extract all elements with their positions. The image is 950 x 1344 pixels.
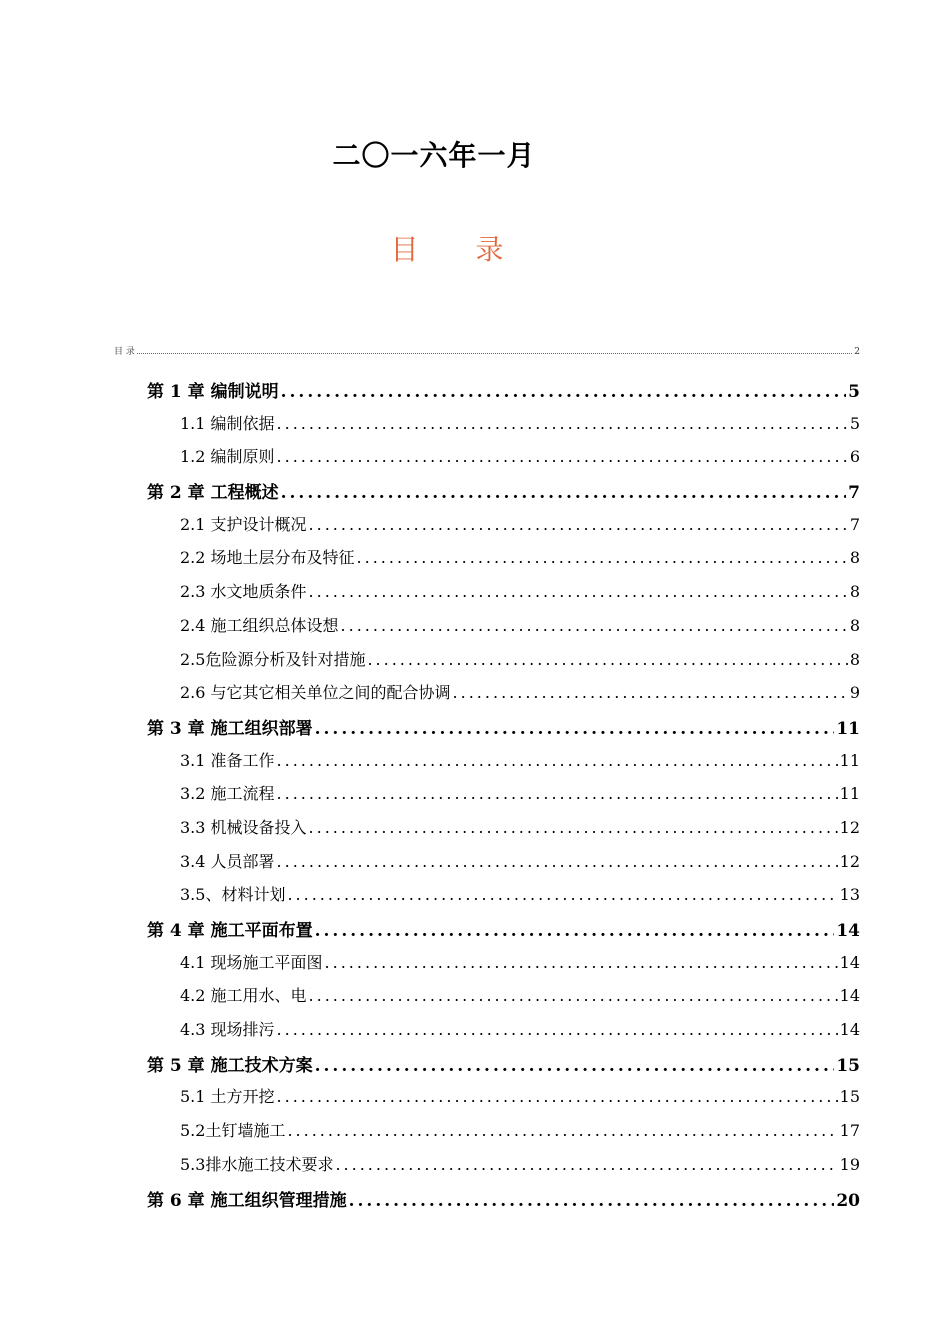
toc-entry-page: 12: [839, 851, 860, 871]
toc-section-entry[interactable]: [147, 1118, 860, 1152]
toc-chapter-entry[interactable]: [147, 916, 860, 950]
toc-entry-label: 第 6 章 施工组织管理措施: [147, 1190, 347, 1211]
toc-dot-leader: [277, 751, 838, 770]
toc-entry-label: 4.1 现场施工平面图: [180, 952, 323, 972]
toc-entry-label: 第 1 章 编制说明: [147, 382, 279, 402]
toc-entry-label: 3.4 人员部署: [180, 851, 275, 871]
toc-entry-page: 6: [849, 447, 860, 467]
toc-section-entry[interactable]: [147, 680, 860, 714]
toc-mini-entry[interactable]: [114, 344, 860, 357]
toc-dot-leader: [357, 548, 848, 567]
toc-chapter-entry[interactable]: [147, 377, 860, 411]
toc-entry-label: 1.2 编制原则: [180, 447, 275, 467]
toc-section-entry[interactable]: [147, 950, 860, 984]
toc-dot-leader: [309, 582, 848, 601]
toc-section-entry[interactable]: [147, 647, 860, 681]
toc-section-entry[interactable]: [147, 882, 860, 916]
toc-entry-label: 2.3 水文地质条件: [180, 582, 307, 602]
toc-entry-page: 20: [836, 1190, 860, 1211]
toc-dot-leader: [277, 852, 838, 871]
toc-entry-label: 2.1 支护设计概况: [180, 514, 307, 534]
toc-entry-label: 第 2 章 工程概述: [147, 483, 279, 504]
toc-entry-label: 第 3 章 施工组织部署: [147, 718, 313, 739]
toc-section-entry[interactable]: [147, 983, 860, 1017]
toc-section-entry[interactable]: [147, 613, 860, 647]
table-of-contents: [147, 377, 860, 1219]
toc-dot-leader: [281, 382, 847, 402]
toc-dot-leader: [453, 683, 848, 702]
toc-entry-page: 5: [849, 413, 860, 433]
toc-section-entry[interactable]: [147, 545, 860, 579]
toc-section-entry[interactable]: [147, 1152, 860, 1186]
toc-entry-page: 13: [839, 885, 860, 905]
toc-section-entry[interactable]: [147, 781, 860, 815]
toc-entry-page: 8: [849, 615, 860, 635]
toc-entry-label: 4.2 施工用水、电: [180, 986, 307, 1006]
toc-entry-label: 3.1 准备工作: [180, 750, 275, 770]
toc-section-entry[interactable]: [147, 411, 860, 445]
toc-entry-page: 19: [839, 1154, 860, 1174]
toc-chapter-entry[interactable]: [147, 1051, 860, 1085]
toc-entry-page: 9: [849, 683, 860, 703]
toc-mini-leader: [137, 353, 852, 354]
toc-entry-label: 2.4 施工组织总体设想: [180, 615, 339, 635]
toc-entry-page: 8: [849, 582, 860, 602]
toc-entry-page: 15: [836, 1055, 860, 1076]
toc-entry-label: 5.1 土方开挖: [180, 1087, 275, 1107]
toc-entry-page: 8: [849, 649, 860, 669]
toc-chapter-entry[interactable]: [147, 478, 860, 512]
toc-entry-label: 4.3 现场排污: [180, 1020, 275, 1040]
toc-entry-page: 5: [848, 382, 860, 402]
toc-dot-leader: [335, 1155, 837, 1174]
toc-entry-label: 5.3排水施工技术要求: [180, 1154, 334, 1174]
toc-dot-leader: [309, 818, 838, 837]
toc-dot-leader: [315, 719, 835, 739]
toc-entry-label: 1.1 编制依据: [180, 413, 275, 433]
toc-section-entry[interactable]: [147, 512, 860, 546]
toc-section-entry[interactable]: [147, 849, 860, 883]
toc-entry-label: 3.2 施工流程: [180, 784, 275, 804]
toc-chapter-entry[interactable]: [147, 714, 860, 748]
toc-entry-page: 7: [848, 483, 860, 504]
toc-entry-page: 14: [839, 986, 860, 1006]
toc-dot-leader: [367, 650, 847, 669]
toc-dot-leader: [349, 1191, 835, 1211]
toc-entry-page: 7: [849, 514, 860, 534]
toc-entry-page: 11: [839, 784, 860, 804]
toc-mini-page: 2: [854, 347, 860, 357]
toc-section-entry[interactable]: [147, 1084, 860, 1118]
toc-entry-page: 12: [839, 817, 860, 837]
toc-title: 目 录: [390, 233, 528, 266]
toc-entry-page: 8: [849, 548, 860, 568]
toc-entry-label: 3.3 机械设备投入: [180, 817, 307, 837]
toc-dot-leader: [309, 515, 848, 534]
toc-entry-label: 3.5、材料计划: [180, 885, 286, 905]
toc-dot-leader: [287, 885, 837, 904]
toc-dot-leader: [281, 483, 847, 503]
toc-entry-page: 14: [839, 952, 860, 972]
toc-section-entry[interactable]: [147, 1017, 860, 1051]
toc-mini-label: 目 录: [114, 347, 135, 357]
toc-dot-leader: [277, 447, 848, 466]
toc-section-entry[interactable]: [147, 579, 860, 613]
toc-entry-page: 11: [839, 750, 860, 770]
toc-dot-leader: [341, 616, 848, 635]
toc-dot-leader: [325, 953, 838, 972]
toc-entry-label: 5.2土钉墙施工: [180, 1121, 286, 1141]
toc-entry-page: 14: [836, 921, 860, 941]
toc-entry-label: 2.2 场地土层分布及特征: [180, 548, 355, 568]
cover-date: 二〇一六年一月: [332, 139, 536, 172]
toc-section-entry[interactable]: [147, 444, 860, 478]
toc-entry-page: 11: [836, 718, 860, 739]
toc-dot-leader: [277, 784, 838, 803]
toc-section-entry[interactable]: [147, 748, 860, 782]
toc-dot-leader: [277, 1087, 838, 1106]
toc-entry-label: 第 4 章 施工平面布置: [147, 921, 313, 941]
toc-dot-leader: [287, 1121, 837, 1140]
toc-entry-page: 15: [839, 1087, 860, 1107]
toc-entry-label: 2.6 与它其它相关单位之间的配合协调: [180, 683, 451, 703]
toc-dot-leader: [277, 1020, 838, 1039]
toc-chapter-entry[interactable]: [147, 1186, 860, 1220]
toc-entry-page: 17: [839, 1121, 860, 1141]
toc-entry-label: 第 5 章 施工技术方案: [147, 1055, 313, 1076]
toc-dot-leader: [315, 1056, 835, 1076]
toc-entry-label: 2.5危险源分析及针对措施: [180, 649, 366, 669]
toc-dot-leader: [277, 414, 848, 433]
toc-dot-leader: [315, 921, 835, 941]
toc-dot-leader: [309, 986, 838, 1005]
toc-entry-page: 14: [839, 1020, 860, 1040]
toc-section-entry[interactable]: [147, 815, 860, 849]
